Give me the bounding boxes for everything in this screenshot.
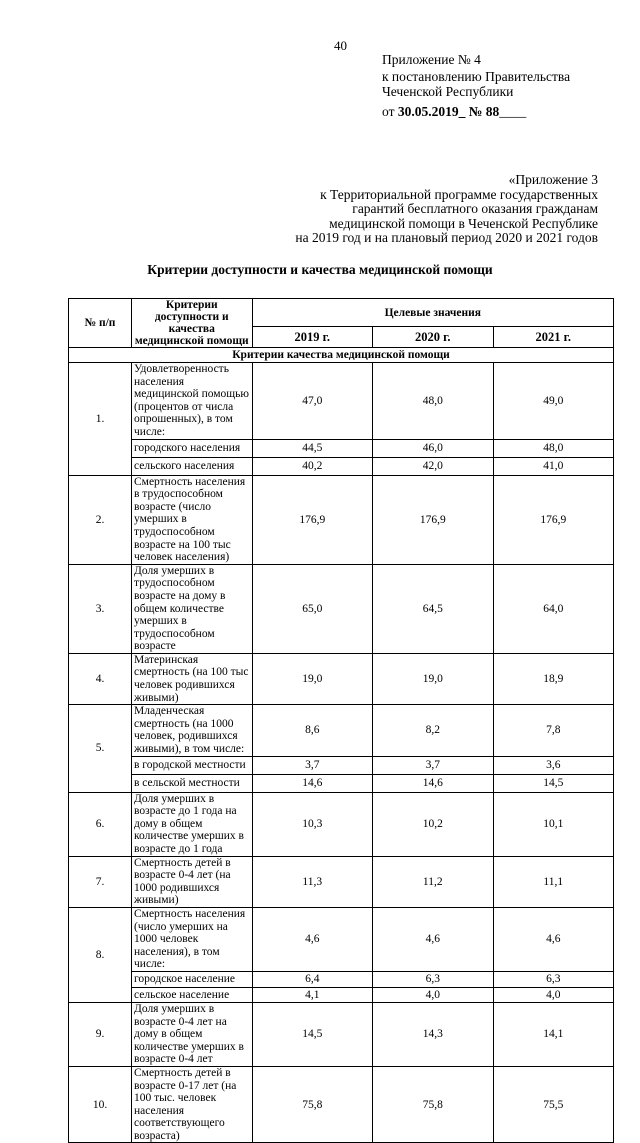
criterion-label: Смертность населения (число умерших на 1000 человек населения), в том числе: <box>132 907 253 971</box>
criterion-label: в городской местности <box>132 756 253 774</box>
reference-block <box>295 173 598 246</box>
target-value: 11,3 <box>252 856 373 907</box>
reference-line: медицинской помощи в Чеченской Республике <box>329 215 598 231</box>
table-row <box>69 457 614 475</box>
target-value: 11,1 <box>493 856 614 907</box>
target-value: 8,6 <box>252 705 373 756</box>
criterion-label: Смертность населения в трудоспособном возрасте (число умерших в трудоспособном возрасте на 100 тыс человек населения) <box>132 475 253 564</box>
target-value: 7,8 <box>493 705 614 756</box>
table-row <box>69 439 614 457</box>
target-value: 42,0 <box>373 457 494 475</box>
target-value: 48,0 <box>493 439 614 457</box>
page-number: 40 <box>334 38 347 53</box>
appendix-date-line <box>382 104 570 119</box>
row-number: 4. <box>69 653 132 704</box>
target-value: 176,9 <box>373 475 494 564</box>
target-value: 6,3 <box>373 971 494 987</box>
header-year: 2019 г. <box>252 327 373 348</box>
row-number: 10. <box>69 1066 132 1143</box>
target-value: 49,0 <box>493 363 614 440</box>
header-year: 2021 г. <box>493 327 614 348</box>
target-value: 6,4 <box>252 971 373 987</box>
target-value: 14,5 <box>252 1002 373 1066</box>
target-value: 6,3 <box>493 971 614 987</box>
target-value: 14,6 <box>252 774 373 792</box>
criterion-label: Доля умерших в возрасте до 1 года на дому в общем количестве умерших в возрасте до 1 года <box>132 792 253 856</box>
target-value: 64,5 <box>373 564 494 653</box>
table-row <box>69 564 614 653</box>
target-value: 44,5 <box>252 439 373 457</box>
target-value: 14,3 <box>373 1002 494 1066</box>
table-row <box>69 987 614 1002</box>
header-num: № п/п <box>69 299 132 348</box>
appendix-block <box>382 52 570 119</box>
target-value: 4,0 <box>373 987 494 1002</box>
target-value: 10,1 <box>493 792 614 856</box>
number-tail: ____ <box>499 104 527 119</box>
target-value: 4,0 <box>493 987 614 1002</box>
header-targets: Целевые значения <box>252 299 614 327</box>
appendix-government-line: Чеченской Республики <box>382 84 514 99</box>
row-number: 3. <box>69 564 132 653</box>
target-value: 40,2 <box>252 457 373 475</box>
table-row <box>69 856 614 907</box>
target-value: 4,6 <box>252 907 373 971</box>
target-value: 14,1 <box>493 1002 614 1066</box>
target-value: 4,6 <box>493 907 614 971</box>
reference-line: гарантий бесплатного оказания гражданам <box>352 201 598 217</box>
table-row <box>69 1066 614 1143</box>
target-value: 18,9 <box>493 653 614 704</box>
row-number: 6. <box>69 792 132 856</box>
target-value: 4,1 <box>252 987 373 1002</box>
target-value: 75,5 <box>493 1066 614 1143</box>
table-body <box>69 348 614 1143</box>
target-value: 4,6 <box>373 907 494 971</box>
target-value: 41,0 <box>493 457 614 475</box>
target-value: 10,2 <box>373 792 494 856</box>
target-value: 19,0 <box>252 653 373 704</box>
number-prefix: _ № <box>458 104 486 119</box>
target-value: 64,0 <box>493 564 614 653</box>
target-value: 3,6 <box>493 756 614 774</box>
criterion-label: Младенческая смертность (на 1000 человек, родившихся живыми), в том числе: <box>132 705 253 756</box>
row-number: 2. <box>69 475 132 564</box>
row-number: 8. <box>69 907 132 1002</box>
table-row <box>69 792 614 856</box>
table-row <box>69 971 614 987</box>
target-value: 47,0 <box>252 363 373 440</box>
target-value: 48,0 <box>373 363 494 440</box>
reference-line: на 2019 год и на плановый период 2020 и 2021 годов <box>295 230 598 246</box>
table-row <box>69 705 614 756</box>
target-value: 3,7 <box>373 756 494 774</box>
target-value: 14,5 <box>493 774 614 792</box>
criterion-label: городского населения <box>132 439 253 457</box>
target-value: 19,0 <box>373 653 494 704</box>
target-value: 65,0 <box>252 564 373 653</box>
target-value: 176,9 <box>252 475 373 564</box>
criterion-label: городское население <box>132 971 253 987</box>
date-prefix: от <box>382 104 398 119</box>
target-value: 14,6 <box>373 774 494 792</box>
target-value: 176,9 <box>493 475 614 564</box>
header-criteria: Критерии доступности и качества медицинской помощи <box>132 299 253 348</box>
row-number: 9. <box>69 1002 132 1066</box>
criterion-label: сельское население <box>132 987 253 1002</box>
table-row <box>69 907 614 971</box>
criterion-label: Смертность детей в возрасте 0-17 лет (на 100 тыс. человек населения соответствующего возраста) <box>132 1066 253 1143</box>
row-number: 1. <box>69 363 132 476</box>
table-row <box>69 653 614 704</box>
table-row <box>69 475 614 564</box>
criterion-label: Доля умерших в трудоспособном возрасте на дому в общем количестве умерших в трудоспособном возрасте <box>132 564 253 653</box>
criterion-label: Удовлетворенность населения медицинской помощью (процентов от числа опрошенных), в том числе: <box>132 363 253 440</box>
criterion-label: Доля умерших в возрасте 0-4 лет на дому в общем количестве умерших в возрасте 0-4 лет <box>132 1002 253 1066</box>
document-title: Критерии доступности и качества медицинской помощи <box>147 262 493 277</box>
target-value: 46,0 <box>373 439 494 457</box>
target-value: 10,3 <box>252 792 373 856</box>
section-heading: Критерии качества медицинской помощи <box>69 348 614 363</box>
target-value: 3,7 <box>252 756 373 774</box>
decree-date: 30.05.2019 <box>397 104 459 119</box>
table-row <box>69 363 614 440</box>
reference-line: «Приложение 3 <box>508 172 598 187</box>
criterion-label: сельского населения <box>132 457 253 475</box>
row-number: 5. <box>69 705 132 792</box>
criterion-label: в сельской местности <box>132 774 253 792</box>
target-value: 75,8 <box>373 1066 494 1143</box>
reference-line: к Территориальной программе государственных <box>320 186 598 202</box>
criterion-label: Материнская смертность (на 100 тыс человек родившихся живыми) <box>132 653 253 704</box>
target-value: 75,8 <box>252 1066 373 1143</box>
table-row <box>69 774 614 792</box>
target-value: 8,2 <box>373 705 494 756</box>
decree-number: 88 <box>485 104 500 119</box>
header-year: 2020 г. <box>373 327 494 348</box>
appendix-decree-line: к постановлению Правительства <box>382 69 571 84</box>
criteria-table <box>68 298 614 1143</box>
criterion-label: Смертность детей в возрасте 0-4 лет (на 1000 родившихся живыми) <box>132 856 253 907</box>
table-row <box>69 1002 614 1066</box>
table-row <box>69 756 614 774</box>
row-number: 7. <box>69 856 132 907</box>
appendix-title: Приложение № 4 <box>382 52 481 67</box>
target-value: 11,2 <box>373 856 494 907</box>
